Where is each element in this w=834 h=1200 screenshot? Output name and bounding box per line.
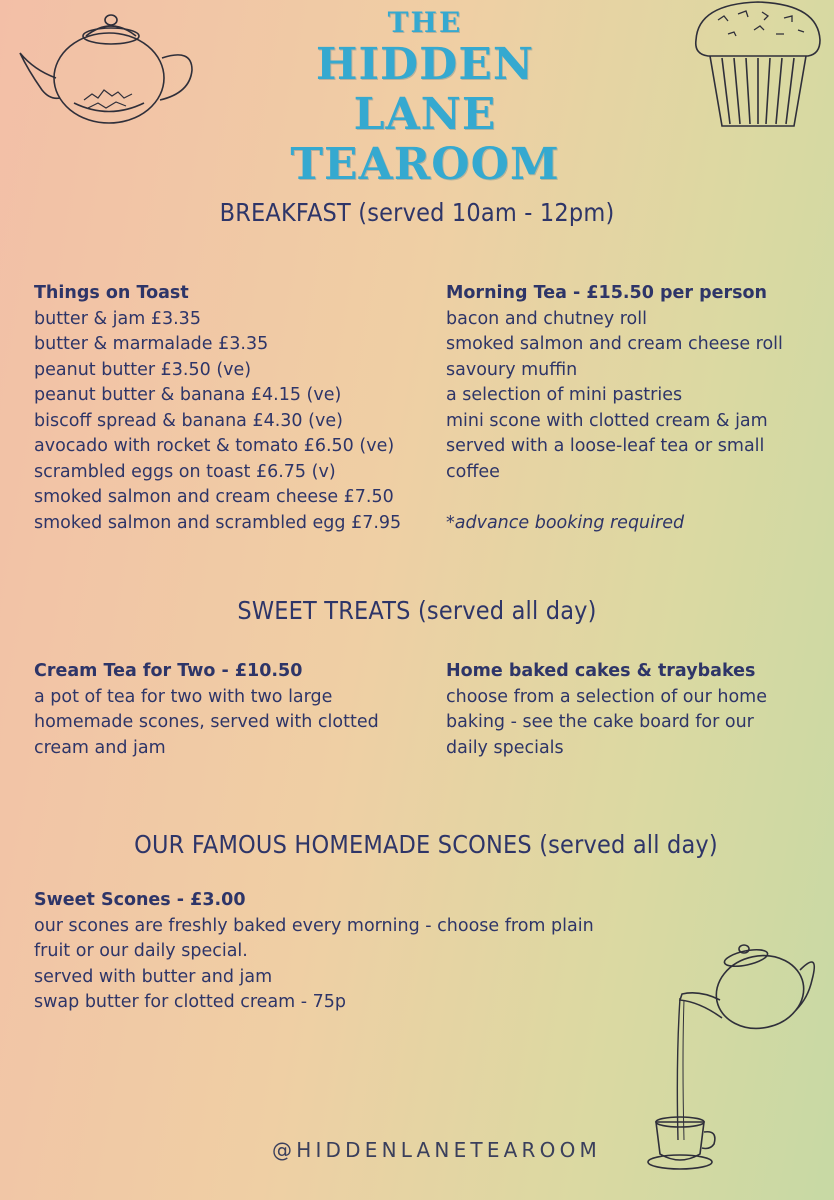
title-tearoom: TEAROOM: [290, 139, 560, 190]
list-item: savoury muffin: [446, 359, 578, 380]
cream-tea-column: [34, 659, 379, 761]
list-item: smoked salmon and scrambled egg £7.95: [34, 512, 402, 533]
list-item: served with a loose-leaf tea or small: [446, 436, 765, 456]
teapot-icon: [14, 8, 199, 133]
list-item: daily specials: [446, 737, 564, 758]
morning-tea-title: Morning Tea - £15.50 per person: [446, 283, 768, 303]
cream-tea-title: Cream Tea for Two - £10.50: [34, 661, 303, 681]
list-item: smoked salmon and cream cheese £7.50: [34, 487, 394, 507]
booking-note: *advance booking required: [446, 512, 685, 533]
list-item: our scones are freshly baked every morning - choose from plain: [34, 915, 594, 936]
sweet-scones-column: [34, 888, 594, 1016]
pouring-teapot-icon: [640, 940, 825, 1180]
list-item: scrambled eggs on toast £6.75 (v): [34, 461, 336, 482]
morning-tea-column: [446, 281, 783, 536]
tearoom-logo-title: [250, 6, 600, 190]
list-item: butter & jam £3.35: [34, 308, 201, 329]
list-item: coffee: [446, 461, 500, 482]
list-item: baking - see the cake board for our: [446, 712, 754, 732]
muffin-icon: [688, 0, 828, 135]
list-item: bacon and chutney roll: [446, 308, 647, 329]
instagram-handle: @HIDDENLANETEAROOM: [272, 1138, 601, 1162]
list-item: a pot of tea for two with two large: [34, 686, 333, 707]
cakes-column: [446, 659, 767, 761]
list-item: mini scone with clotted cream & jam: [446, 410, 768, 431]
list-item: fruit or our daily special.: [34, 941, 248, 961]
list-item: peanut butter £3.50 (ve): [34, 359, 252, 380]
list-item: served with butter and jam: [34, 966, 273, 987]
list-item: smoked salmon and cream cheese roll: [446, 334, 783, 354]
list-item: peanut butter & banana £4.15 (ve): [34, 385, 342, 405]
list-item: homemade scones, served with clotted: [34, 712, 379, 732]
sweet-scones-title: Sweet Scones - £3.00: [34, 890, 246, 910]
list-item: butter & marmalade £3.35: [34, 334, 269, 354]
list-item: biscoff spread & banana £4.30 (ve): [34, 410, 343, 431]
sweet-treats-heading: SWEET TREATS (served all day): [237, 596, 597, 625]
list-item: a selection of mini pastries: [446, 385, 683, 405]
things-on-toast-title: Things on Toast: [34, 283, 189, 303]
things-on-toast-column: [34, 281, 401, 536]
list-item: cream and jam: [34, 737, 166, 758]
list-item: choose from a selection of our home: [446, 686, 767, 707]
cakes-title: Home baked cakes & traybakes: [446, 661, 756, 681]
breakfast-heading: BREAKFAST (served 10am - 12pm): [219, 198, 615, 227]
list-item: avocado with rocket & tomato £6.50 (ve): [34, 436, 395, 456]
title-hidden-lane: HIDDEN LANE: [315, 39, 535, 140]
scones-heading: OUR FAMOUS HOMEMADE SCONES (served all day): [134, 830, 718, 859]
list-item: swap butter for clotted cream - 75p: [34, 992, 347, 1012]
title-the: THE: [387, 6, 463, 39]
